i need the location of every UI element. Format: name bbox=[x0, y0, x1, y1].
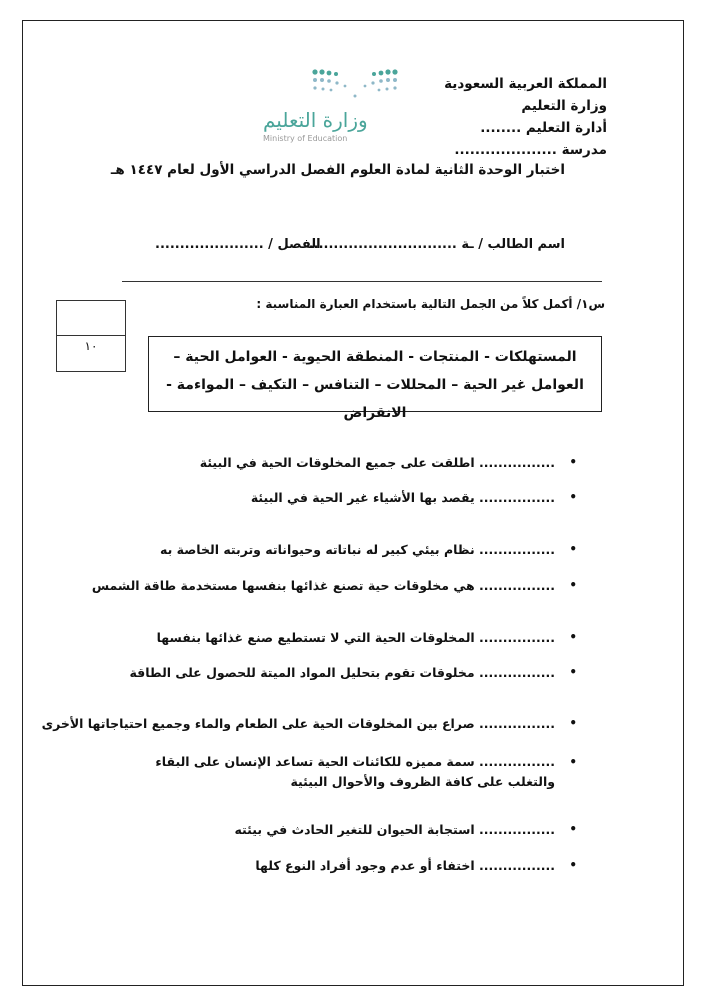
bullet-icon: • bbox=[569, 630, 577, 644]
logo-english-text: Ministry of Education bbox=[263, 134, 348, 143]
list-item[interactable] bbox=[255, 858, 577, 873]
ministry-logo bbox=[255, 68, 405, 148]
question-prompt: س١/ أكمل كلاً من الجمل التالية باستخدام العبارة المناسبة : bbox=[256, 297, 605, 311]
item-text: ................ اطلقت على جميع المخلوقات الحية في البيئة bbox=[199, 455, 555, 470]
item-text: ................ يقصد بها الأشياء غير الحية في البيئة bbox=[250, 490, 555, 505]
item-text: ................ اختفاء أو عدم وجود أفراد النوع كلها bbox=[255, 858, 555, 873]
word-bank bbox=[148, 336, 602, 421]
bullet-icon: • bbox=[569, 755, 577, 769]
list-item[interactable] bbox=[129, 665, 577, 680]
logo-arabic-text: وزارة التعليم bbox=[263, 108, 368, 132]
item-text: ................ استجابة الحيوان للتغير الحادث في بيئته bbox=[234, 822, 555, 837]
header-kingdom: المملكة العربية السعودية bbox=[444, 76, 607, 92]
list-item[interactable] bbox=[91, 578, 577, 593]
word-bank-line: العوامل غير الحية – المحللات – التنافس – التكيف – المواءمة - الانقراض bbox=[166, 377, 584, 421]
item-text: ................ صراع بين المخلوقات الحية على الطعام والماء وجميع احتياجاتها الأخرى bbox=[41, 716, 555, 731]
list-item[interactable] bbox=[115, 752, 577, 792]
list-item[interactable] bbox=[199, 455, 577, 470]
bullet-icon: • bbox=[569, 858, 577, 872]
score-box bbox=[56, 300, 126, 372]
item-text: ................ نظام بيئي كبير له نباتاته وحيواناته وتربته الخاصة به bbox=[160, 542, 555, 557]
logo-dots-icon bbox=[310, 68, 400, 100]
exam-title: اختبار الوحدة الثانية لمادة العلوم الفصل الدراسي الأول لعام ١٤٤٧ هـ bbox=[110, 162, 565, 178]
header-ministry: وزارة التعليم bbox=[521, 98, 607, 114]
class-field[interactable]: الفصل / ...................... bbox=[155, 237, 321, 252]
item-text: ................ سمة مميزه للكائنات الحية تساعد الإنسان على البقاء والتغلب على كافة الظروف والأحوال البيئية bbox=[155, 754, 555, 789]
list-item[interactable] bbox=[160, 542, 577, 557]
bullet-icon: • bbox=[569, 455, 577, 469]
list-item[interactable] bbox=[234, 822, 577, 837]
bullet-icon: • bbox=[569, 716, 577, 730]
list-item[interactable] bbox=[156, 630, 577, 645]
score-value: ١٠ bbox=[84, 339, 98, 353]
item-text: ................ هي مخلوقات حية تصنع غذائها بنفسها مستخدمة طاقة الشمس bbox=[91, 578, 555, 593]
item-text: ................ المخلوقات الحية التي لا تستطيع صنع غذائها بنفسها bbox=[156, 630, 555, 645]
word-bank-line: المستهلكات - المنتجات - المنطقة الحيوية - العوامل الحية – bbox=[173, 349, 577, 365]
bullet-icon: • bbox=[569, 490, 577, 504]
divider bbox=[122, 281, 602, 282]
bullet-icon: • bbox=[569, 665, 577, 679]
header-school: مدرسة .................... bbox=[454, 142, 607, 158]
list-item[interactable] bbox=[250, 490, 577, 505]
list-item[interactable] bbox=[41, 716, 577, 731]
header-administration: أدارة التعليم ........ bbox=[480, 120, 607, 136]
score-divider bbox=[57, 335, 125, 336]
student-name-field[interactable]: اسم الطالب / ـة .............................. bbox=[308, 237, 565, 252]
bullet-icon: • bbox=[569, 542, 577, 556]
item-text: ................ مخلوقات تقوم بتحليل المواد الميتة للحصول على الطاقة bbox=[129, 665, 555, 680]
bullet-icon: • bbox=[569, 822, 577, 836]
bullet-icon: • bbox=[569, 578, 577, 592]
